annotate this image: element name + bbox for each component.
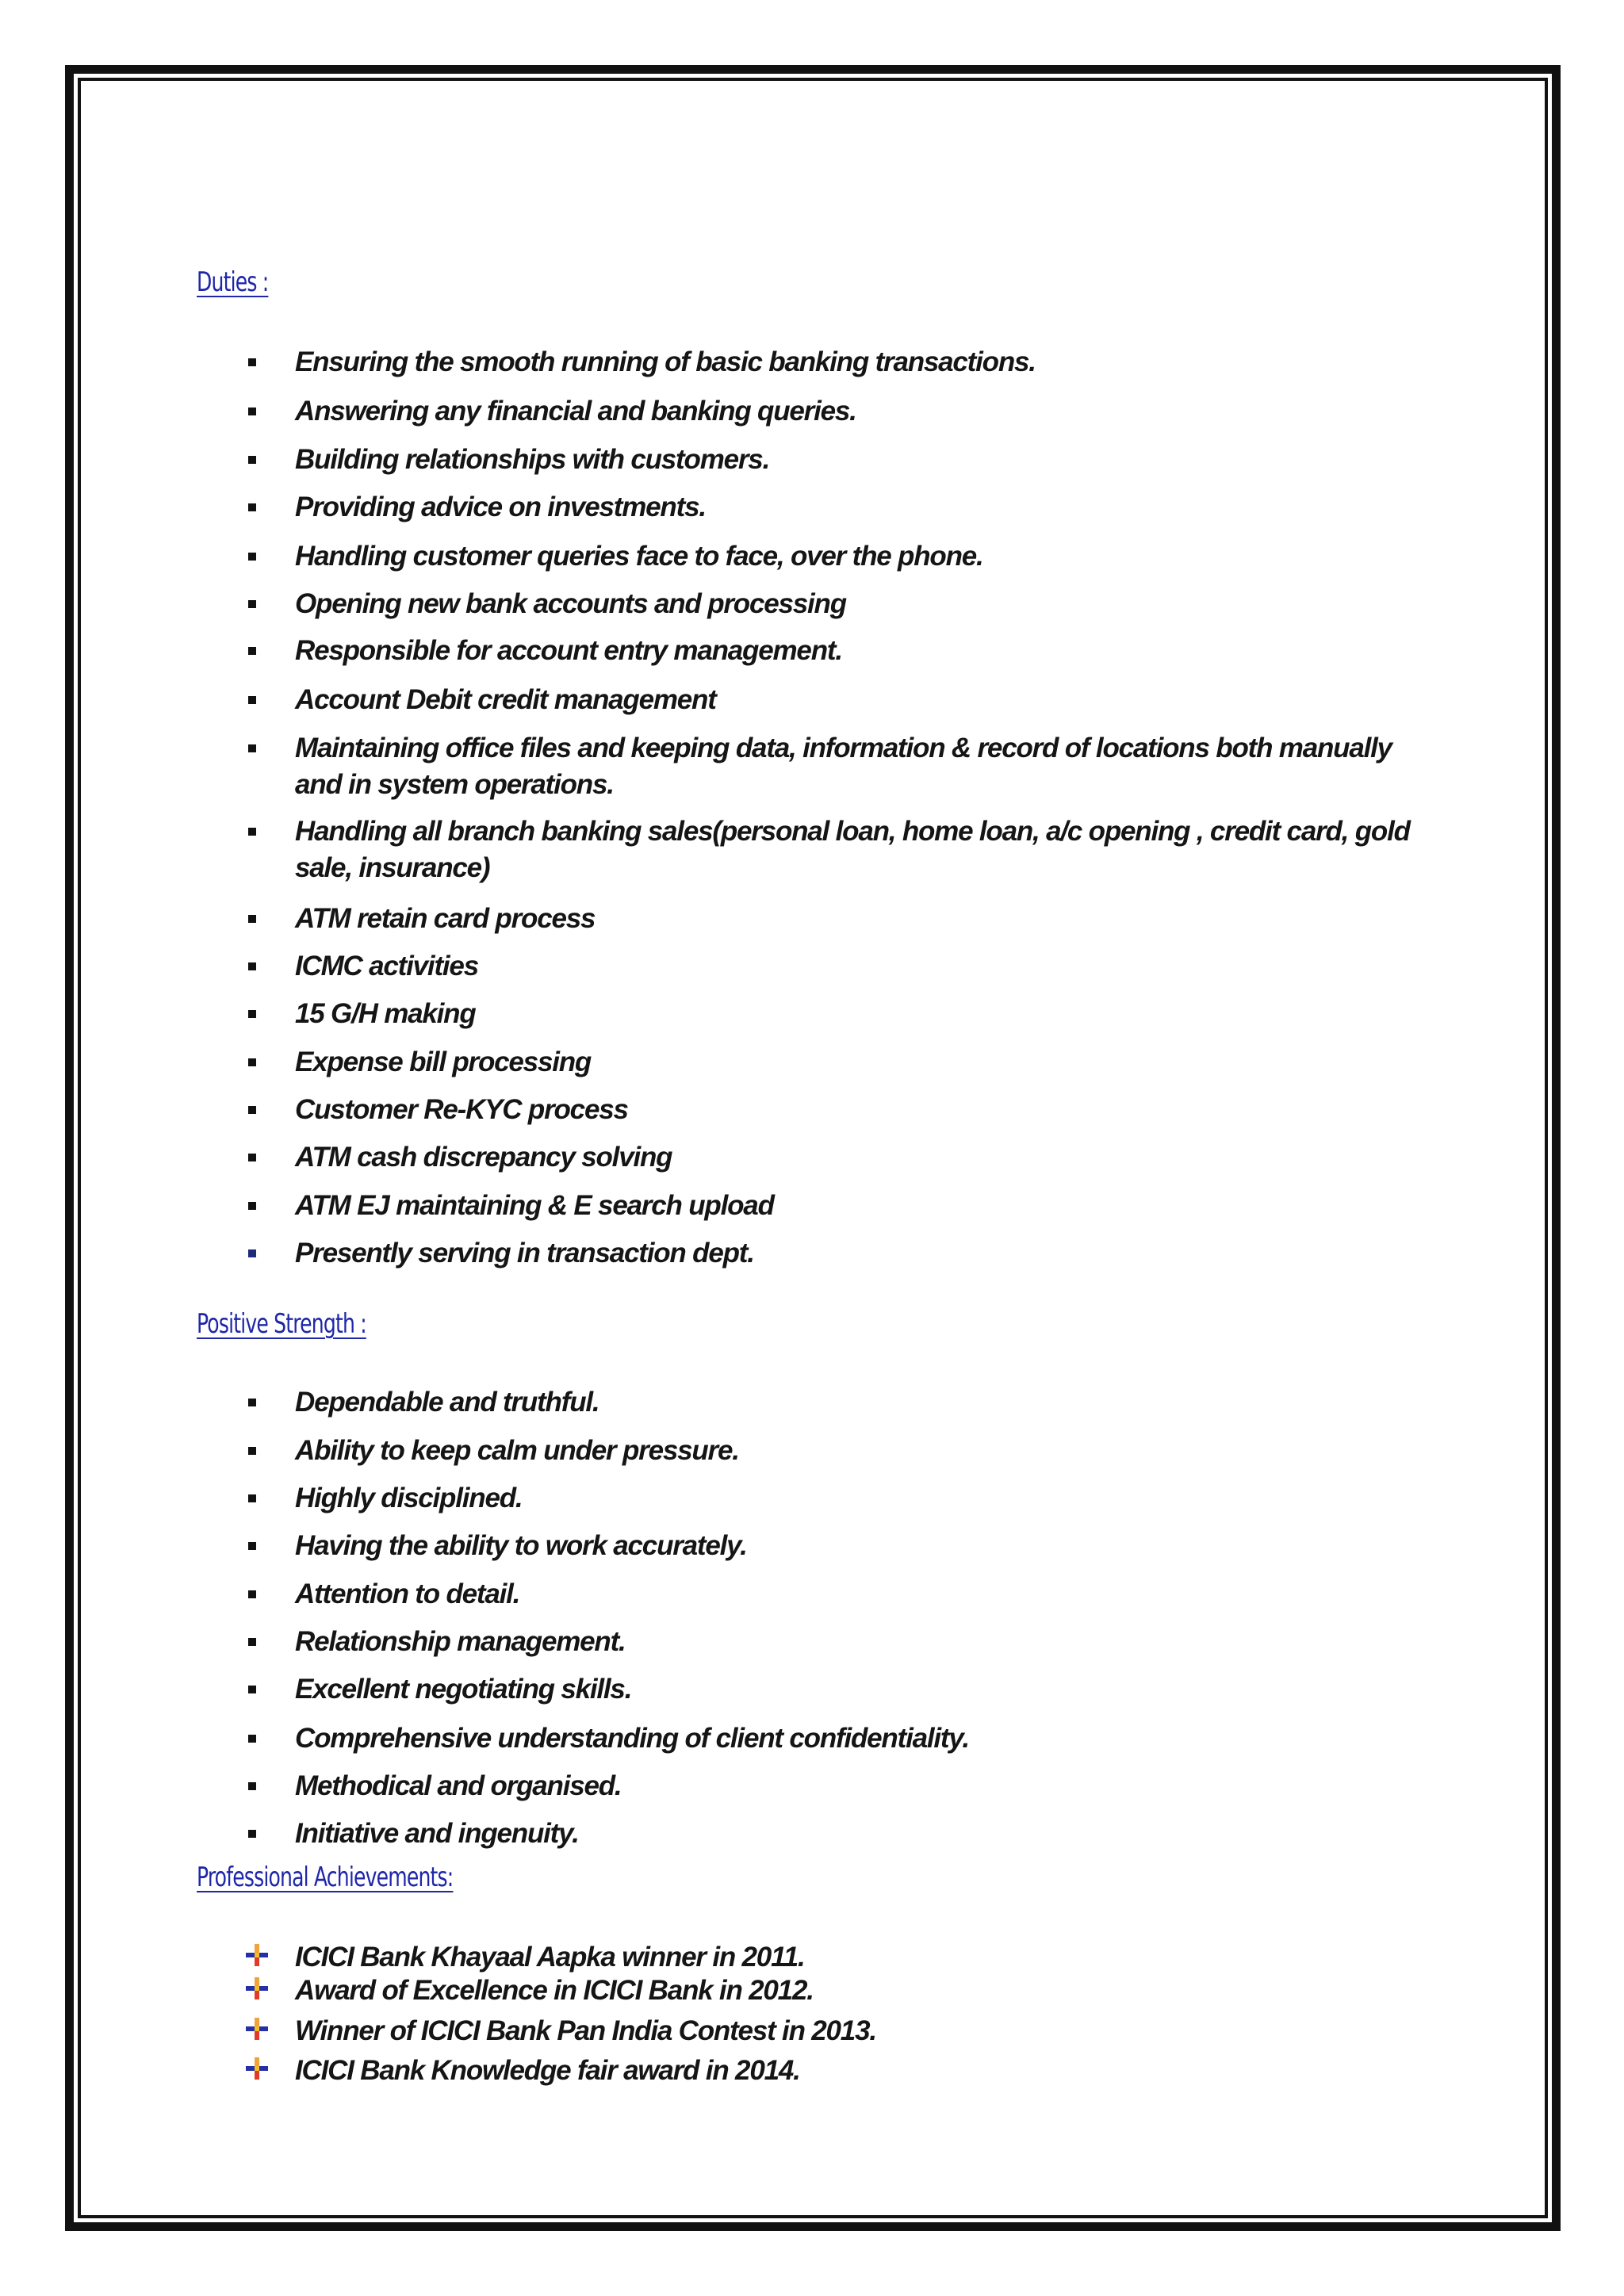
strength-text: Ability to keep calm under pressure. [295,1435,739,1466]
achievement-text: Winner of ICICI Bank Pan India Contest in 2013. [295,2015,876,2046]
square-bullet-icon [248,408,256,415]
square-bullet-icon [248,553,256,561]
square-bullet-icon [248,1638,256,1646]
square-bullet-icon [248,915,256,923]
square-bullet-icon [248,962,256,970]
duty-text: Presently serving in transaction dept. [295,1238,754,1269]
strength-heading: Positive Strength : [197,1308,366,1340]
square-bullet-icon [248,1735,256,1743]
square-bullet-icon [248,1399,256,1406]
square-bullet-icon [248,696,256,704]
square-bullet-icon [248,1106,256,1114]
square-bullet-icon [248,1494,256,1502]
plus-bullet-icon [246,1944,268,1966]
duty-text: ICMC activities [295,951,478,982]
strength-text: Methodical and organised. [295,1770,622,1801]
strength-text: Dependable and truthful. [295,1387,599,1418]
strength-text: Relationship management. [295,1626,626,1657]
strength-text: Highly disciplined. [295,1483,523,1513]
duty-text: Ensuring the smooth running of basic banking transactions. [295,346,1036,377]
achievement-text: Award of Excellence in ICICI Bank in 2012. [295,1975,814,2006]
duty-text: Responsible for account entry management. [295,635,842,666]
plus-bullet-icon [246,2057,268,2080]
square-bullet-icon [248,600,256,608]
duty-text: ATM cash discrepancy solving [295,1142,672,1173]
square-bullet-icon [248,1010,256,1018]
strength-text: Initiative and ingenuity. [295,1818,579,1849]
square-bullet-icon [248,1249,256,1257]
achievements-heading: Professional Achievements: [197,1862,454,1893]
square-bullet-icon [248,828,256,836]
strength-text: Having the ability to work accurately. [295,1530,747,1561]
strength-text: Excellent negotiating skills. [295,1674,632,1705]
square-bullet-icon [248,1447,256,1455]
plus-bullet-icon [246,2018,268,2040]
square-bullet-icon [248,503,256,511]
square-bullet-icon [248,744,256,752]
duty-text: Handling customer queries face to face, over the phone. [295,541,983,572]
duty-text: Handling all branch banking sales(personal loan, home loan, a/c opening , credit card, gold sale, insurance) [295,816,1410,883]
achievement-text: ICICI Bank Khayaal Aapka winner in 2011. [295,1942,805,1973]
strength-text: Attention to detail. [295,1578,520,1609]
square-bullet-icon [248,1590,256,1598]
duty-text: Providing advice on investments. [295,492,706,522]
duty-text: Account Debit credit management [295,684,716,715]
square-bullet-icon [248,1542,256,1550]
square-bullet-icon [248,647,256,655]
duty-text: Building relationships with customers. [295,444,770,475]
square-bullet-icon [248,1058,256,1066]
plus-bullet-icon [246,1977,268,1999]
square-bullet-icon [248,1830,256,1838]
square-bullet-icon [248,456,256,464]
achievement-text: ICICI Bank Knowledge fair award in 2014. [295,2055,800,2086]
square-bullet-icon [248,358,256,366]
duty-text: Opening new bank accounts and processing [295,588,846,619]
square-bullet-icon [248,1782,256,1790]
duty-text: 15 G/H making [295,998,476,1029]
duty-text: Customer Re-KYC process [295,1094,628,1125]
duty-text: Answering any financial and banking queries. [295,396,856,427]
duty-text: ATM EJ maintaining & E search upload [295,1190,774,1221]
square-bullet-icon [248,1202,256,1210]
square-bullet-icon [248,1686,256,1693]
strength-text: Comprehensive understanding of client confidentiality. [295,1723,969,1754]
duty-text: Expense bill processing [295,1047,592,1077]
square-bullet-icon [248,1154,256,1161]
duty-text: ATM retain card process [295,903,596,934]
duties-heading: Duties : [197,266,269,298]
duty-text: Maintaining office files and keeping data, information & record of locations both manually and in system operations. [295,733,1392,800]
